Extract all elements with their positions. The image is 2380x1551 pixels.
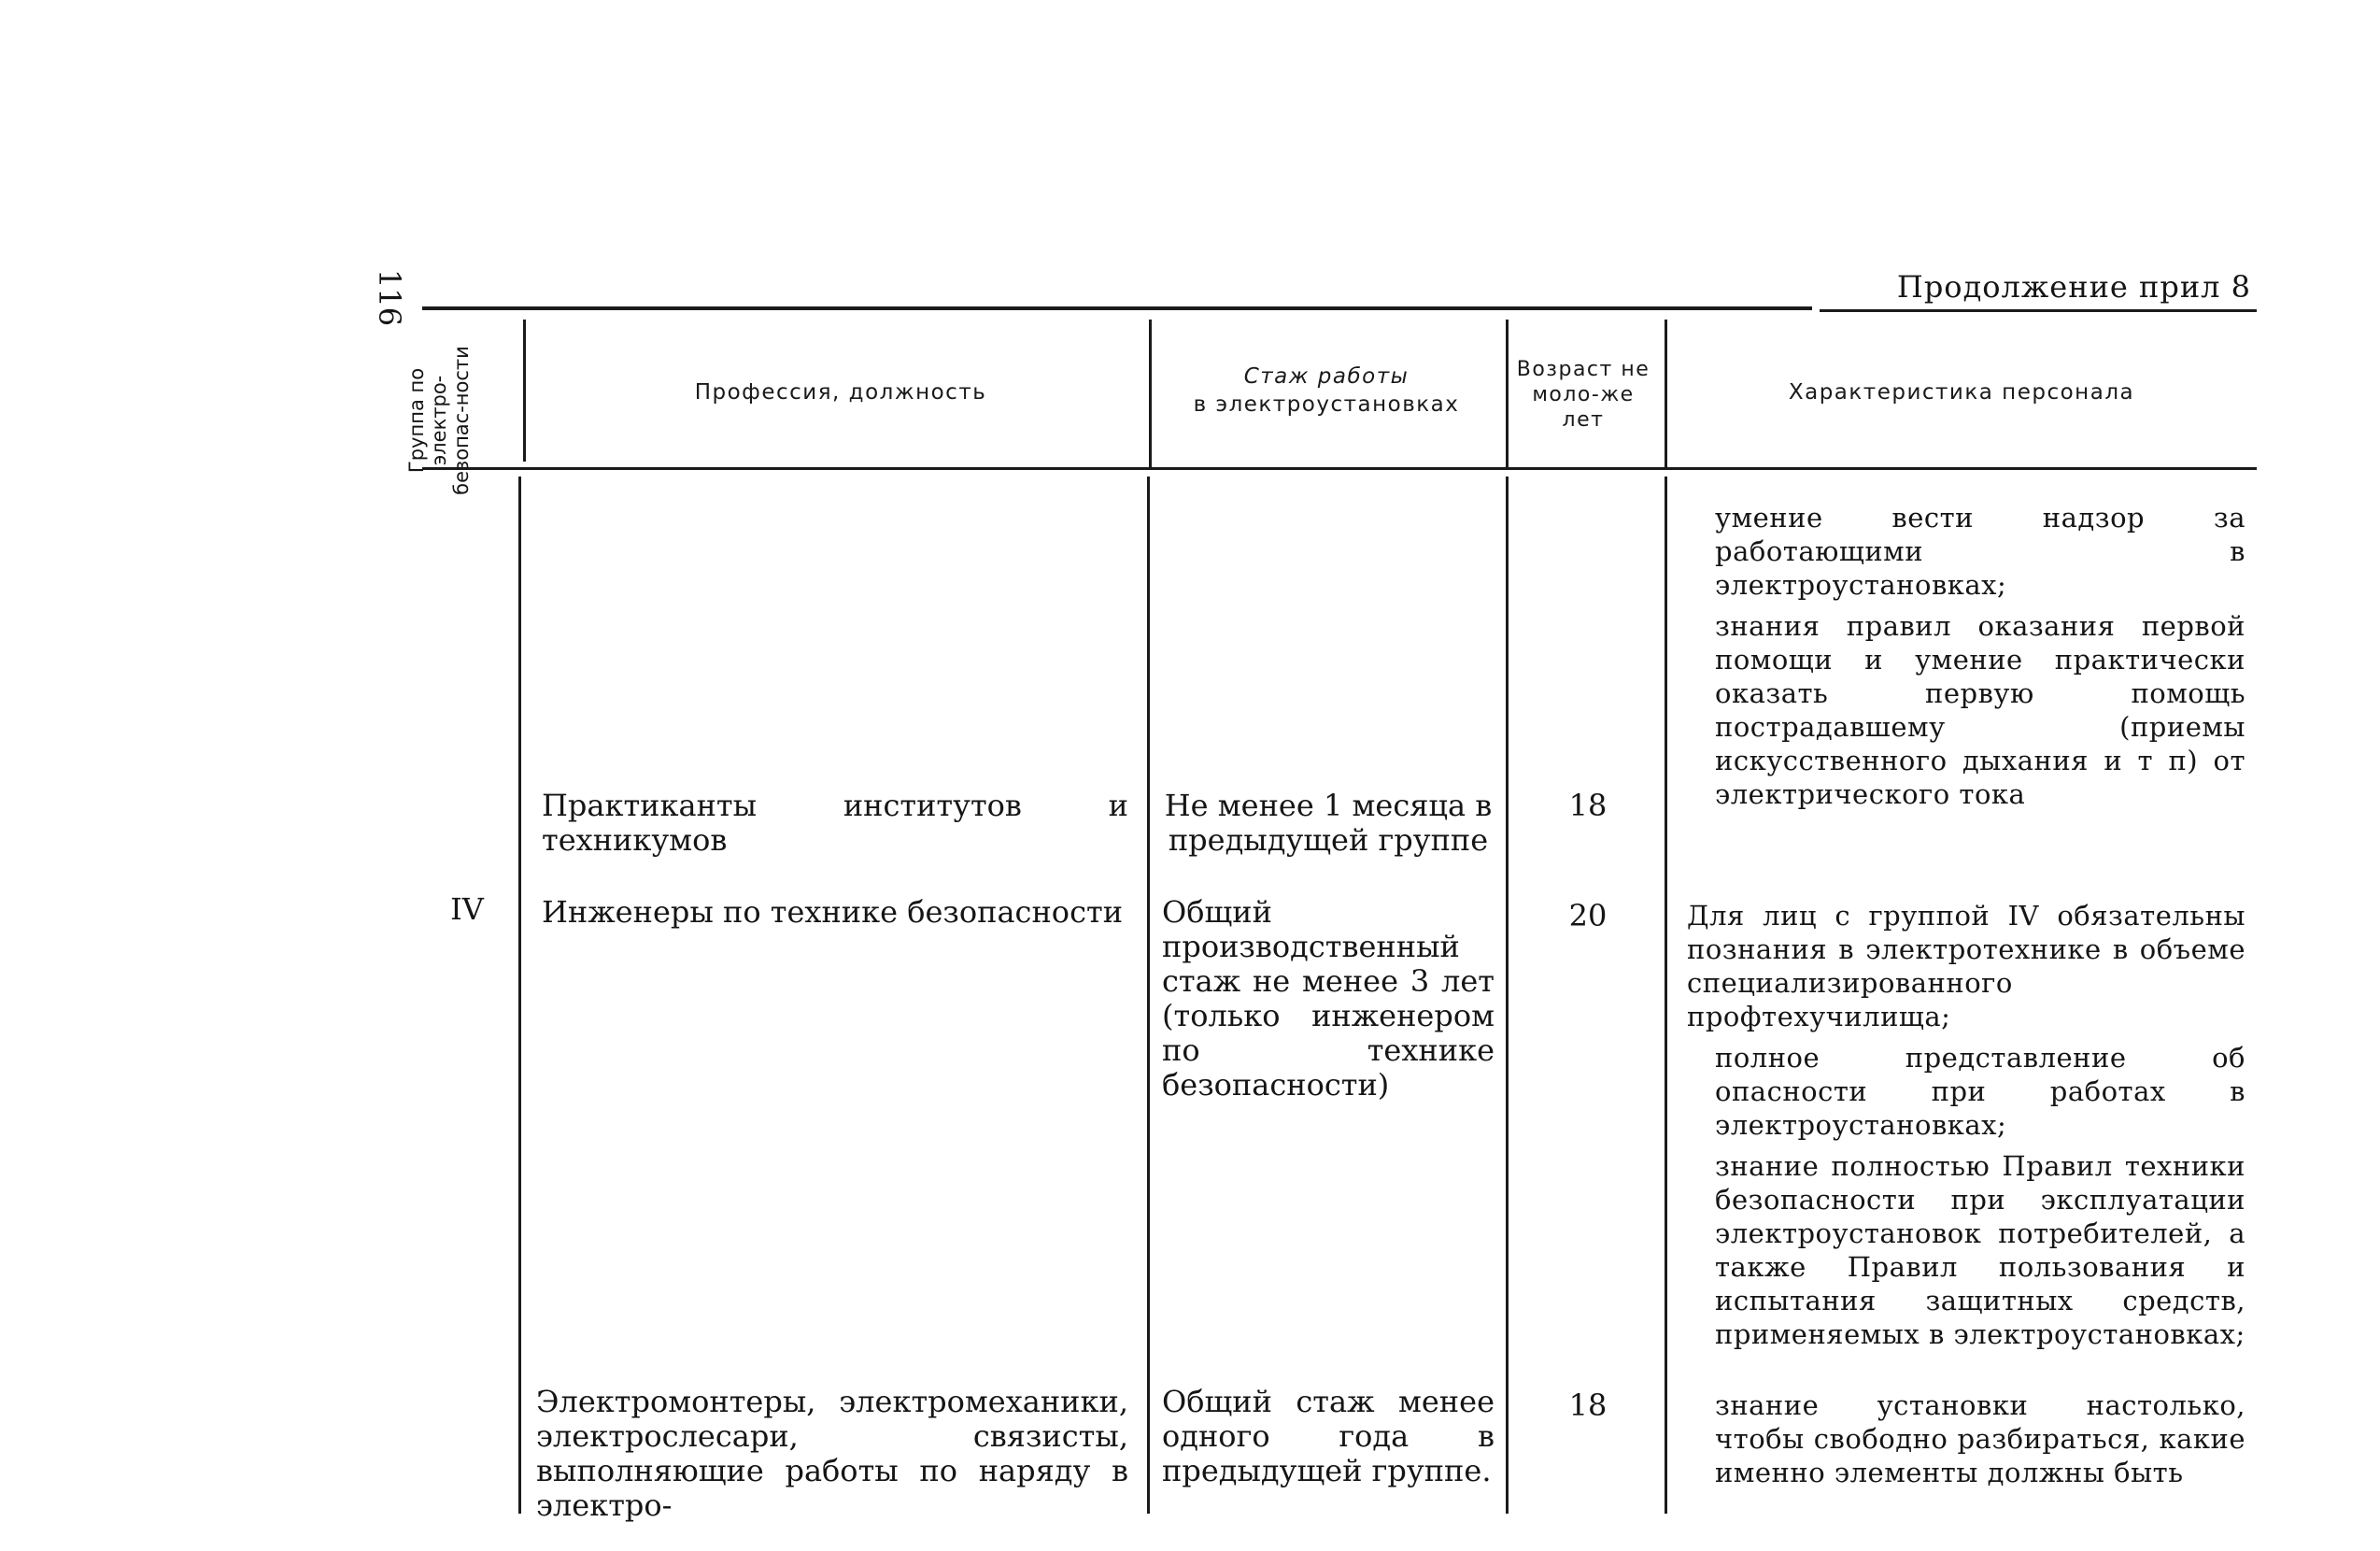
header-bottom-rule [422,467,2257,470]
body-divider-group [518,477,521,1514]
row-age: 18 [1568,1387,1608,1423]
row-profession: Инженеры по технике безопасности [542,894,1124,930]
row-experience: Общий производственный стаж не менее 3 лет (только инженером по технике безопасности) [1162,894,1495,1103]
header-experience-line2: в электроустановках [1193,392,1460,417]
group-value: IV [450,891,484,927]
divider-profession [1149,320,1152,467]
table-top-rule [422,306,1812,310]
characteristic-item: умение вести надзор за работающими в электроустановках; [1715,502,2245,601]
page-number: 116 [372,269,407,327]
characteristic-item: знание установки настолько, чтобы свободно разбираться, какие именно элементы должны быть [1715,1389,2245,1488]
row-characteristics [1715,1388,2245,1497]
row-age: 18 [1568,788,1608,823]
characteristic-item: полное представление об опасности при работах в электроустановках; [1715,1042,2245,1141]
body-divider-experience [1506,477,1509,1514]
characteristic-item: знания правил оказания первой помощи и умение практически оказать первую помощь пострадавшему (приемы искусственного дыхания и т п) от электрического тока [1715,610,2245,810]
header-characteristics: Характеристика персонала [1788,380,2135,405]
divider-experience [1506,320,1509,467]
row-characteristics [1687,899,2245,1359]
row-profession: Практиканты институтов и техникумов [542,788,1128,858]
header-experience-line1: Стаж работы [1243,364,1410,389]
header-age: Возраст не моло-же лет [1516,358,1650,432]
characteristic-item: Для лиц с группой IV обязательны познания в электротехнике в объеме специализированного профтехучилища; [1687,900,2245,1032]
characteristic-item: знание полностью Правил техники безопасности при эксплуатации электроустановок потребителей, а также Правил пользования и испытания защитных средств, применяемых в электроустановках; [1715,1150,2245,1350]
divider-age [1665,320,1667,467]
characteristics-continued [1715,501,2245,818]
header-experience [1158,363,1495,419]
divider-group [523,320,526,462]
body-divider-profession [1147,477,1150,1514]
row-experience: Общий стаж менее одного года в предыдущей группе. [1162,1384,1495,1488]
body-divider-age [1665,477,1667,1514]
continuation-label: Продолжение прил 8 [1896,269,2251,305]
header-profession: Профессия, должность [694,380,987,405]
row-experience: Не менее 1 месяца в предыдущей группе [1164,788,1493,858]
row-age: 20 [1568,898,1608,933]
table-top-rule-right [1820,309,2257,312]
row-profession: Электромонтеры, электромеханики, электрослесари, связисты, выполняющие работы по наряду в электро- [536,1384,1128,1523]
header-group: Группа по электро-безопас-ности [405,346,473,495]
